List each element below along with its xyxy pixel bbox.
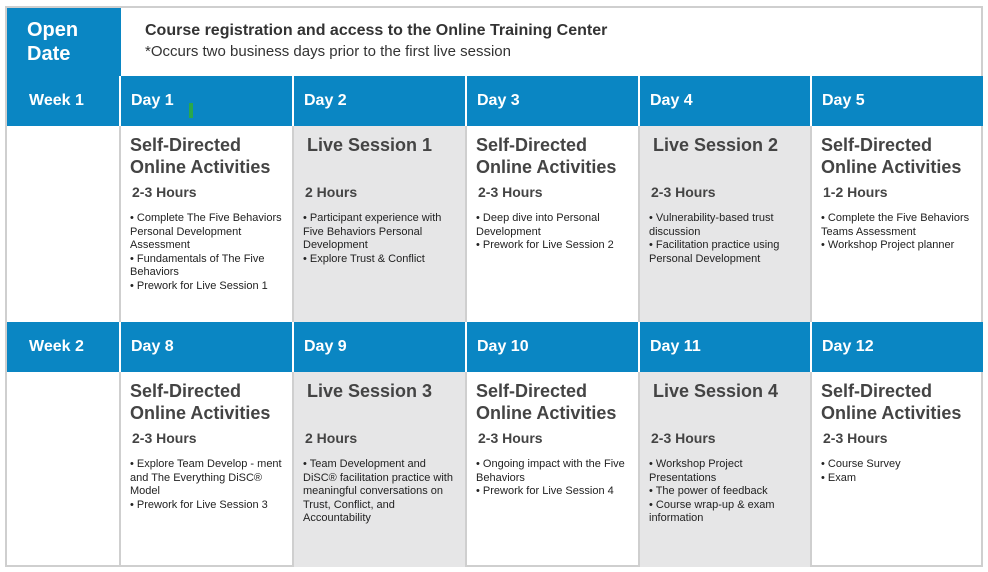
title-spacer — [303, 402, 457, 424]
hours-label: 2 Hours — [305, 184, 358, 200]
activity-list — [821, 212, 975, 253]
activity-list — [303, 458, 457, 526]
day-header: Day 1 — [121, 76, 294, 126]
list-item: • Team Development and DiSC® facilitation practice with meaningful conversations on Trust, Conflict, and Accountability — [303, 458, 453, 524]
self-directed-cell — [467, 372, 640, 567]
list-item: • Course Survey — [821, 458, 901, 470]
list-item: • Prework for Live Session 2 — [476, 239, 614, 251]
week-body-empty — [7, 126, 121, 322]
day-header: Day 3 — [467, 76, 640, 126]
activity-title: Live Session 3 — [307, 381, 433, 401]
activity-list — [130, 212, 284, 293]
live-session-cell — [640, 126, 812, 322]
day-header: Day 12 — [812, 322, 983, 372]
hours-label: 2-3 Hours — [823, 430, 888, 446]
hours-label: 2-3 Hours — [651, 430, 716, 446]
hours-label: 2-3 Hours — [132, 430, 197, 446]
self-directed-cell — [467, 126, 640, 322]
list-item: • Facilitation practice using Personal Development — [649, 239, 780, 265]
activity-title: Live Session 4 — [653, 381, 779, 401]
live-session-cell — [640, 372, 812, 567]
self-directed-cell — [121, 126, 294, 322]
list-item: • The power of feedback — [649, 485, 768, 497]
list-item: • Explore Trust & Conflict — [303, 252, 425, 265]
activity-title: Self-Directed Online Activities — [130, 381, 271, 423]
list-item: • Exam — [821, 471, 857, 484]
cursor-marker — [189, 103, 193, 118]
activity-list — [649, 212, 802, 266]
list-item: • Workshop Project planner — [821, 239, 955, 251]
list-item: • Deep dive into Personal Development — [476, 212, 600, 238]
live-session-cell — [294, 372, 467, 567]
day-header: Day 11 — [640, 322, 812, 372]
live-session-cell — [294, 126, 467, 322]
list-item: • Prework for Live Session 4 — [476, 485, 614, 497]
activity-title: Live Session 1 — [307, 135, 433, 155]
list-item: • Complete The Five Behaviors Personal Development Assessment — [130, 212, 282, 251]
week-body-empty — [7, 372, 121, 567]
activity-list — [130, 458, 284, 512]
self-directed-cell — [812, 372, 983, 567]
hours-label: 2-3 Hours — [478, 430, 543, 446]
list-item: • Course wrap-up & exam information — [649, 498, 775, 524]
list-item: • Prework for Live Session 3 — [130, 498, 268, 511]
list-item: • Workshop Project Presentations — [649, 458, 743, 484]
title-spacer — [649, 156, 802, 178]
self-directed-cell — [121, 372, 294, 567]
activity-title: Live Session 2 — [653, 135, 779, 155]
day-header: Day 9 — [294, 322, 467, 372]
open-date-title: Course registration and access to the Online Training Center — [145, 22, 608, 39]
list-item: • Explore Team Develop - ment and The Everything DiSC® Model — [130, 458, 282, 497]
activity-list — [476, 458, 630, 499]
week-header: Week 1 — [7, 76, 121, 126]
day-header: Day 4 — [640, 76, 812, 126]
activity-list — [476, 212, 630, 253]
list-item: • Vulnerability-based trust discussion — [649, 212, 774, 238]
activity-title: Self-Directed Online Activities — [821, 381, 962, 423]
activity-title: Self-Directed Online Activities — [821, 135, 962, 177]
day-header: Day 5 — [812, 76, 983, 126]
week-header: Week 2 — [7, 322, 121, 372]
list-item: • Ongoing impact with the Five Behaviors — [476, 458, 625, 484]
activity-title: Self-Directed Online Activities — [130, 135, 271, 177]
hours-label: 1-2 Hours — [823, 184, 888, 200]
hours-label: 2 Hours — [305, 430, 358, 446]
list-item: • Fundamentals of The Five Behaviors — [130, 252, 265, 278]
open-date-subtitle: *Occurs two business days prior to the first live session — [145, 43, 511, 60]
hours-label: 2-3 Hours — [651, 184, 716, 200]
day-header: Day 8 — [121, 322, 294, 372]
hours-label: 2-3 Hours — [478, 184, 543, 200]
schedule-table — [5, 6, 983, 567]
activity-title: Self-Directed Online Activities — [476, 381, 617, 423]
self-directed-cell — [812, 126, 983, 322]
activity-list — [821, 458, 975, 485]
activity-list — [303, 212, 457, 266]
activity-list — [649, 458, 802, 526]
day-header: Day 10 — [467, 322, 640, 372]
title-spacer — [303, 156, 457, 178]
hours-label: 2-3 Hours — [132, 184, 197, 200]
activity-title: Self-Directed Online Activities — [476, 135, 617, 177]
list-item: • Participant experience with Five Behaviors Personal Development — [303, 212, 442, 251]
open-date-label: Open Date — [7, 8, 121, 76]
day-header: Day 2 — [294, 76, 467, 126]
list-item: • Prework for Live Session 1 — [130, 279, 268, 292]
list-item: • Complete the Five Behaviors Teams Assessment — [821, 212, 970, 238]
open-date-description — [121, 8, 983, 76]
title-spacer — [649, 402, 802, 424]
